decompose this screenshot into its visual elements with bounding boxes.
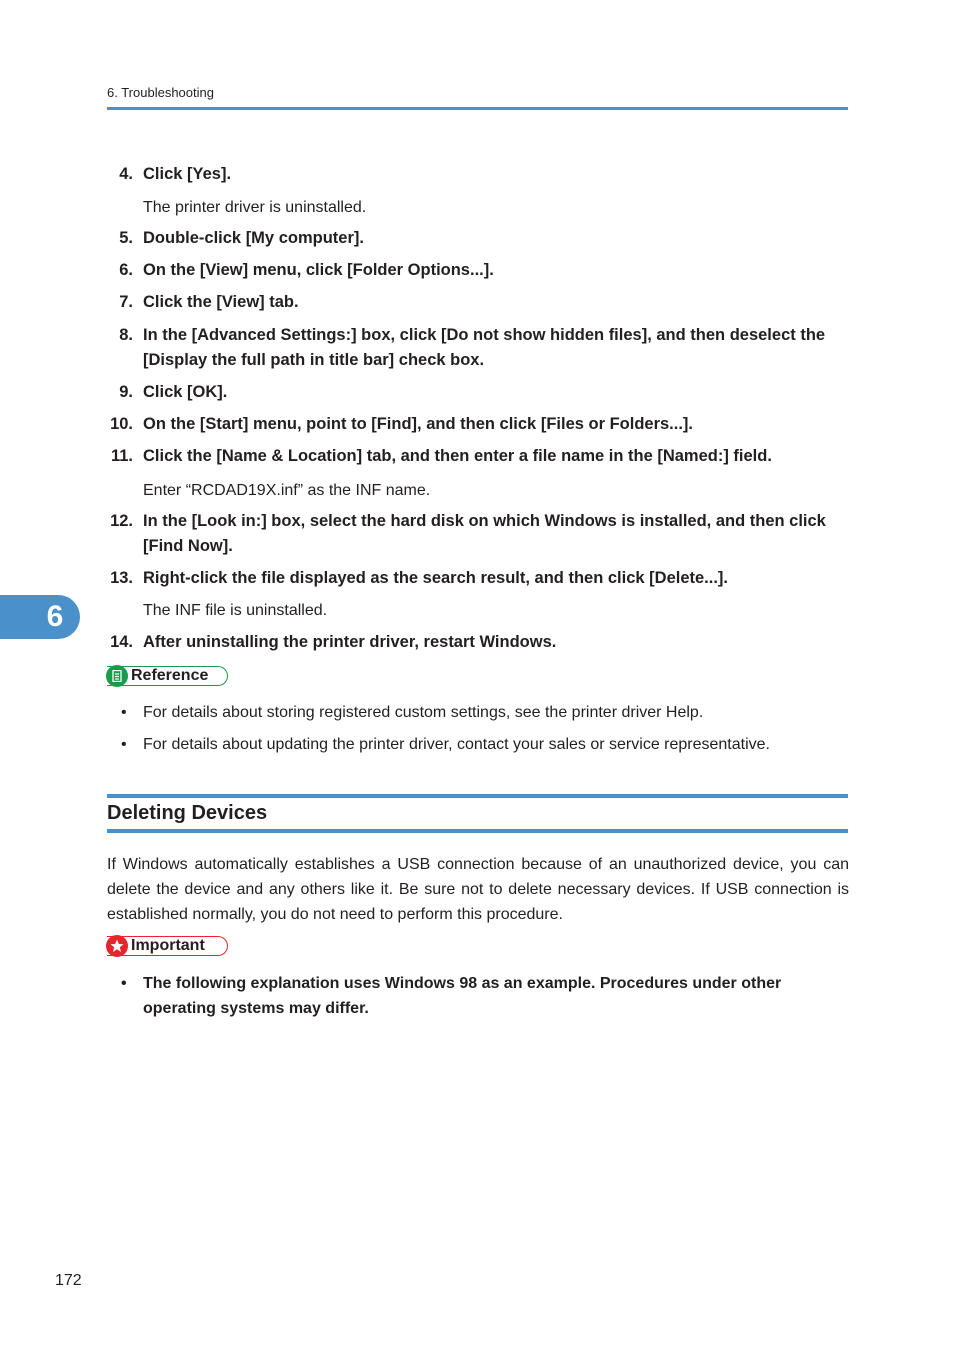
- step-text: Click [OK].: [143, 383, 228, 401]
- important-item-text: The following explanation uses Windows 98 as an example. Procedures under other operating systems may differ.: [143, 975, 782, 1017]
- section-paragraph: If Windows automatically establishes a USB connection because of an unauthorized device, you can delete the device and any others like it. Be sure not to delete necessary devices. If USB connection is established normally, you do not need to perform this procedure.: [107, 856, 849, 923]
- step-note: Enter “RCDAD19X.inf” as the INF name.: [143, 482, 431, 499]
- step-number: 14.: [110, 633, 133, 651]
- page-number: 172: [55, 1272, 82, 1289]
- document-icon: [106, 665, 128, 687]
- step-text: After uninstalling the printer driver, restart Windows.: [143, 633, 557, 651]
- step-text: On the [View] menu, click [Folder Options...].: [143, 261, 494, 279]
- step-number: 4.: [119, 165, 133, 183]
- important-label: Important: [131, 937, 205, 954]
- step-note: The printer driver is uninstalled.: [143, 199, 367, 216]
- step-text: Right-click the file displayed as the search result, and then click [Delete...].: [143, 569, 729, 587]
- section-title: Deleting Devices: [107, 802, 268, 824]
- step-number: 9.: [119, 383, 133, 401]
- reference-badge: [107, 666, 228, 686]
- reference-label: Reference: [131, 667, 209, 684]
- bullet-marker: •: [121, 704, 127, 721]
- step-number: 10.: [110, 415, 133, 433]
- step-number: 7.: [119, 293, 133, 311]
- reference-item-text: For details about storing registered custom settings, see the printer driver Help.: [143, 704, 704, 721]
- bullet-marker: •: [121, 975, 127, 992]
- step-text: Click [Yes].: [143, 165, 232, 183]
- chapter-tab: 6: [0, 595, 80, 639]
- step-text: On the [Start] menu, point to [Find], and then click [Files or Folders...].: [143, 415, 694, 433]
- step-number: 5.: [119, 229, 133, 247]
- running-header: 6. Troubleshooting: [107, 85, 214, 100]
- step-text: In the [Advanced Settings:] box, click [Do not show hidden files], and then deselect the [Display the full path in title bar] check box.: [143, 326, 826, 369]
- step-text: In the [Look in:] box, select the hard disk on which Windows is installed, and then click [Find Now].: [143, 512, 826, 555]
- step-number: 6.: [119, 261, 133, 279]
- step-number: 13.: [110, 569, 133, 587]
- step-text: Click the [Name & Location] tab, and then enter a file name in the [Named:] field.: [143, 447, 772, 465]
- star-icon: [106, 935, 128, 957]
- step-note: The INF file is uninstalled.: [143, 602, 328, 619]
- important-badge: [107, 936, 228, 956]
- step-text: Double-click [My computer].: [143, 229, 364, 247]
- bullet-marker: •: [121, 736, 127, 753]
- reference-item-text: For details about updating the printer driver, contact your sales or service representative.: [143, 736, 770, 753]
- step-number: 8.: [119, 326, 133, 344]
- step-number: 12.: [110, 512, 133, 530]
- step-number: 11.: [110, 447, 133, 465]
- header-rule: [107, 107, 848, 110]
- step-text: Click the [View] tab.: [143, 293, 299, 311]
- section-rule-bottom: [107, 829, 848, 833]
